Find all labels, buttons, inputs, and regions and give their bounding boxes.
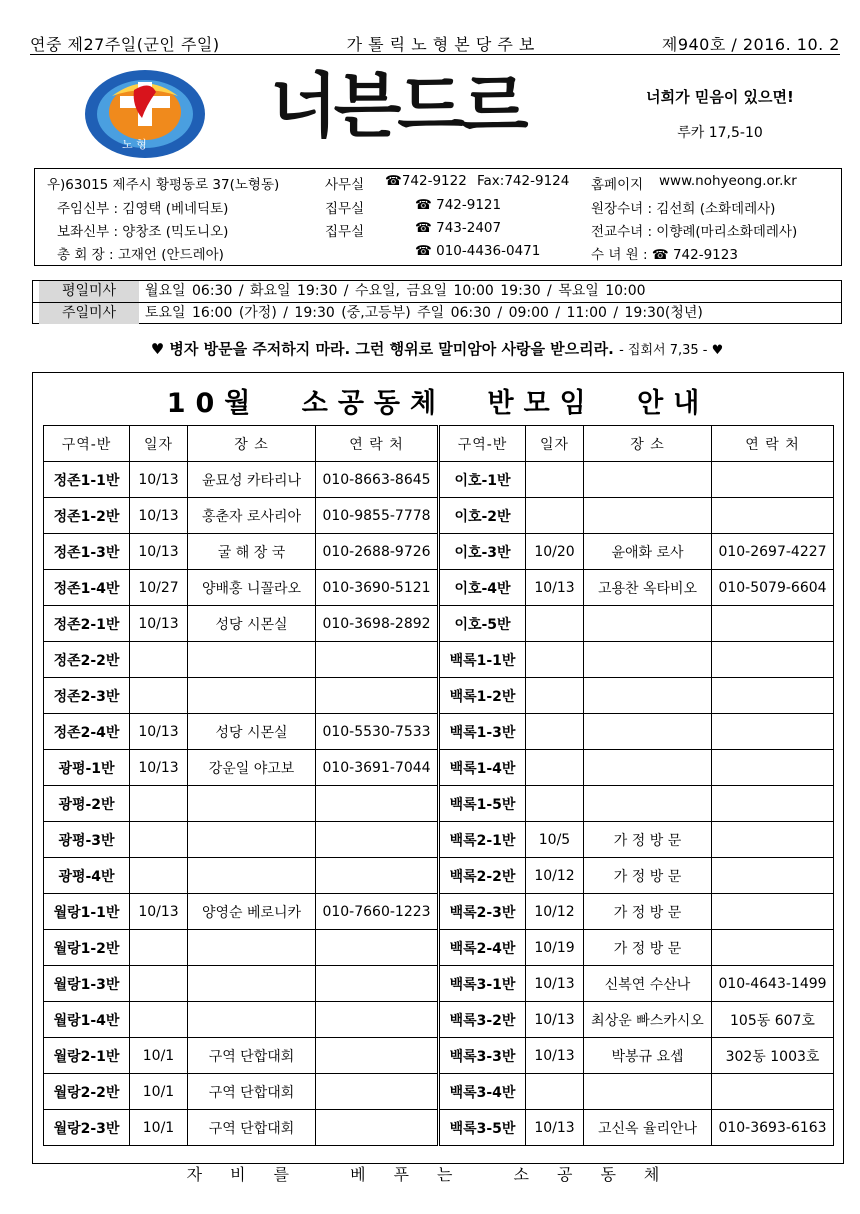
cell-date: 10/27 — [130, 570, 188, 606]
cell-contact — [712, 750, 834, 786]
cell-area: 월랑2-3반 — [44, 1110, 130, 1146]
cell-area: 월랑2-2반 — [44, 1074, 130, 1110]
cell-date — [526, 498, 584, 534]
cell-place — [584, 786, 712, 822]
cell-area: 이호-2반 — [440, 498, 526, 534]
header-divider — [30, 54, 840, 55]
cell-contact — [712, 462, 834, 498]
cell-area: 이호-5반 — [440, 606, 526, 642]
cell-date: 10/12 — [526, 894, 584, 930]
table-row — [44, 894, 438, 930]
cell-date: 10/13 — [130, 498, 188, 534]
cell-date — [130, 642, 188, 678]
cell-area: 광평-4반 — [44, 858, 130, 894]
cell-date — [526, 1074, 584, 1110]
cell-contact — [712, 606, 834, 642]
cell-area: 정존1-3반 — [44, 534, 130, 570]
cell-contact: 010-2688-9726 — [316, 534, 438, 570]
mass-schedule — [32, 280, 842, 324]
cell-area: 월랑1-3반 — [44, 966, 130, 1002]
col-header-place: 장 소 — [188, 426, 316, 462]
cell-date: 10/20 — [526, 534, 584, 570]
cell-date: 10/13 — [130, 714, 188, 750]
cell-place: 양배홍 니꼴라오 — [188, 570, 316, 606]
table-row — [440, 1038, 834, 1074]
table-row — [440, 750, 834, 786]
cell-date — [526, 750, 584, 786]
cell-place — [584, 1074, 712, 1110]
cell-place — [188, 1002, 316, 1038]
issue-number: 제940호 / 2016. 10. 2 — [661, 35, 840, 54]
col-header-contact: 연 락 처 — [712, 426, 834, 462]
table-row — [440, 714, 834, 750]
table-row — [440, 858, 834, 894]
cell-area: 백록3-3반 — [440, 1038, 526, 1074]
cell-place: 윤애화 로사 — [584, 534, 712, 570]
cell-contact — [316, 930, 438, 966]
rectory-label-2: 집무실 — [325, 224, 365, 240]
cell-place: 구역 단합대회 — [188, 1038, 316, 1074]
cell-area: 백록3-4반 — [440, 1074, 526, 1110]
cell-contact: 010-4643-1499 — [712, 966, 834, 1002]
table-row — [440, 642, 834, 678]
col-header-place: 장 소 — [584, 426, 712, 462]
cell-place: 구역 단합대회 — [188, 1110, 316, 1146]
cell-place — [584, 606, 712, 642]
rectory-phone-2: ☎ 743-2407 — [415, 220, 502, 236]
col-header-area: 구역-반 — [44, 426, 130, 462]
cell-place — [188, 930, 316, 966]
cell-place: 윤묘성 카타리나 — [188, 462, 316, 498]
office-phone: ☎742-9122 — [385, 173, 467, 189]
cell-date: 10/13 — [526, 1002, 584, 1038]
cell-place: 홍춘자 로사리아 — [188, 498, 316, 534]
table-row — [440, 786, 834, 822]
cell-date: 10/12 — [526, 858, 584, 894]
svg-text:노 형: 노 형 — [122, 138, 147, 151]
cell-place — [584, 462, 712, 498]
cell-contact: 010-5530-7533 — [316, 714, 438, 750]
cell-area: 백록1-5반 — [440, 786, 526, 822]
cell-date — [130, 930, 188, 966]
quote-source: - 집회서 7,35 - ♥ — [619, 343, 724, 358]
table-row — [440, 1002, 834, 1038]
cell-place — [188, 858, 316, 894]
cell-date — [526, 462, 584, 498]
cell-contact: 010-3693-6163 — [712, 1110, 834, 1146]
cell-place: 구역 단합대회 — [188, 1074, 316, 1110]
office-label: 사무실 — [325, 177, 365, 193]
cell-place — [584, 714, 712, 750]
liturgical-week: 연중 제27주일(군인 주일) — [30, 35, 220, 54]
cell-place: 성당 시몬실 — [188, 714, 316, 750]
assistant-priest: 보좌신부 : 양창조 (믹도니오) — [57, 224, 229, 240]
cell-date — [130, 786, 188, 822]
cell-area: 백록1-4반 — [440, 750, 526, 786]
cell-area: 백록2-1반 — [440, 822, 526, 858]
table-row — [44, 642, 438, 678]
cell-place — [188, 678, 316, 714]
table-row — [440, 570, 834, 606]
cell-area: 정존2-2반 — [44, 642, 130, 678]
table-header-row — [44, 426, 438, 462]
slogan: 너희가 믿음이 있으면! — [646, 88, 794, 106]
cell-contact — [712, 642, 834, 678]
quote-text: ♥ 병자 방문을 주저하지 마라. 그런 행위로 말미암아 사랑을 받으리라. — [150, 340, 614, 358]
cell-contact — [712, 894, 834, 930]
cell-area: 백록1-2반 — [440, 678, 526, 714]
table-row — [44, 966, 438, 1002]
cell-place: 성당 시몬실 — [188, 606, 316, 642]
cell-contact: 010-8663-8645 — [316, 462, 438, 498]
notice-title: 10월 소공동체 반모임 안내 — [166, 388, 710, 419]
cell-date: 10/13 — [130, 606, 188, 642]
cell-area: 정존2-4반 — [44, 714, 130, 750]
cell-area: 이호-1반 — [440, 462, 526, 498]
cell-contact: 302동 1003호 — [712, 1038, 834, 1074]
cell-contact — [316, 822, 438, 858]
cell-contact — [316, 1002, 438, 1038]
table-row — [440, 534, 834, 570]
cell-date: 10/1 — [130, 1038, 188, 1074]
cell-place: 최상운 빠스카시오 — [584, 1002, 712, 1038]
col-header-date: 일자 — [130, 426, 188, 462]
cell-date: 10/13 — [526, 570, 584, 606]
cell-place — [584, 642, 712, 678]
cell-area: 백록1-1반 — [440, 642, 526, 678]
cell-place: 가 정 방 문 — [584, 822, 712, 858]
cell-date — [130, 678, 188, 714]
cell-place: 고용찬 옥타비오 — [584, 570, 712, 606]
table-row — [440, 822, 834, 858]
cell-area: 정존2-3반 — [44, 678, 130, 714]
footer-motto: 자비를 베푸는 소공동체 — [186, 1165, 688, 1184]
cell-date — [130, 966, 188, 1002]
cell-place: 고신옥 율리안나 — [584, 1110, 712, 1146]
cell-date: 10/1 — [130, 1110, 188, 1146]
verse-reference: 루카 17,5-10 — [677, 125, 763, 141]
cell-place: 박봉규 요셉 — [584, 1038, 712, 1074]
cell-place — [188, 786, 316, 822]
table-row — [44, 714, 438, 750]
council-president: 총 회 장 : 고재언 (안드레아) — [57, 247, 224, 263]
cell-place — [584, 498, 712, 534]
cell-place: 양영순 베로니카 — [188, 894, 316, 930]
sunday-mass-label: 주일미사 — [39, 303, 139, 324]
cell-date — [130, 822, 188, 858]
table-row — [44, 462, 438, 498]
cell-contact — [316, 786, 438, 822]
cell-contact: 010-5079-6604 — [712, 570, 834, 606]
cell-place: 신복연 수산나 — [584, 966, 712, 1002]
homepage-link[interactable]: www.nohyeong.or.kr — [659, 173, 797, 189]
cell-date — [526, 678, 584, 714]
cell-date: 10/1 — [130, 1074, 188, 1110]
cell-area: 이호-4반 — [440, 570, 526, 606]
president-phone: ☎ 010-4436-0471 — [415, 243, 541, 259]
cell-area: 월랑1-2반 — [44, 930, 130, 966]
cell-area: 광평-1반 — [44, 750, 130, 786]
cell-area: 정존2-1반 — [44, 606, 130, 642]
cell-place: 가 정 방 문 — [584, 858, 712, 894]
small-community-notice — [32, 372, 844, 1164]
cell-area: 정존1-2반 — [44, 498, 130, 534]
table-row — [440, 930, 834, 966]
cell-contact: 010-7660-1223 — [316, 894, 438, 930]
rectory-label-1: 집무실 — [325, 201, 365, 217]
table-row — [440, 894, 834, 930]
cell-area: 백록3-1반 — [440, 966, 526, 1002]
table-row — [44, 750, 438, 786]
table-row — [440, 966, 834, 1002]
cell-contact — [316, 678, 438, 714]
cell-contact — [712, 858, 834, 894]
cell-date: 10/13 — [526, 966, 584, 1002]
table-row — [44, 498, 438, 534]
table-row — [44, 822, 438, 858]
parish-logo-icon — [82, 66, 208, 162]
cell-place: 가 정 방 문 — [584, 930, 712, 966]
col-header-area: 구역-반 — [440, 426, 526, 462]
cell-area: 정존1-1반 — [44, 462, 130, 498]
fax: Fax:742-9124 — [477, 173, 570, 189]
cell-place — [584, 678, 712, 714]
cell-date — [526, 714, 584, 750]
masthead-title: 너븐드르 — [270, 65, 525, 147]
bulletin-header — [30, 32, 840, 55]
cell-contact — [712, 714, 834, 750]
cell-contact: 010-3698-2892 — [316, 606, 438, 642]
cell-date: 10/13 — [130, 462, 188, 498]
right-schedule-table — [439, 425, 834, 1146]
cell-date — [526, 786, 584, 822]
rectory-phone-1: ☎ 742-9121 — [415, 197, 502, 213]
address: 우)63015 제주시 황평동로 37(노형동) — [47, 177, 280, 193]
cell-place — [584, 750, 712, 786]
cell-area: 월랑1-4반 — [44, 1002, 130, 1038]
cell-contact — [712, 498, 834, 534]
weekday-mass-times: 월요일 06:30 / 화요일 19:30 / 수요일, 금요일 10:00 19:30 / 목요일 10:00 — [145, 283, 646, 299]
homepage-label: 홈페이지 — [591, 177, 644, 193]
table-row — [44, 606, 438, 642]
missionary-nun: 전교수녀 : 이향례(마리소화데레사) — [591, 224, 798, 240]
cell-date: 10/13 — [130, 534, 188, 570]
cell-area: 백록3-5반 — [440, 1110, 526, 1146]
table-row — [440, 1110, 834, 1146]
cell-area: 백록2-4반 — [440, 930, 526, 966]
table-row — [44, 1038, 438, 1074]
table-row — [44, 858, 438, 894]
cell-date: 10/13 — [526, 1038, 584, 1074]
scripture-quote — [32, 338, 842, 359]
cell-contact — [712, 930, 834, 966]
table-row — [440, 606, 834, 642]
cell-date — [526, 606, 584, 642]
cell-place — [188, 822, 316, 858]
cell-contact — [316, 858, 438, 894]
col-header-date: 일자 — [526, 426, 584, 462]
cell-area: 월랑1-1반 — [44, 894, 130, 930]
table-row — [44, 1074, 438, 1110]
table-row — [44, 786, 438, 822]
table-row — [44, 534, 438, 570]
table-row — [44, 678, 438, 714]
table-row — [44, 1110, 438, 1146]
cell-area: 백록3-2반 — [440, 1002, 526, 1038]
convent-phone: 수 녀 원 : ☎ 742-9123 — [591, 247, 738, 263]
cell-place: 굴 해 장 국 — [188, 534, 316, 570]
cell-contact — [316, 966, 438, 1002]
cell-date — [130, 858, 188, 894]
cell-contact: 010-3691-7044 — [316, 750, 438, 786]
cell-contact — [712, 786, 834, 822]
table-row — [440, 462, 834, 498]
publication-name: 가 톨 릭 노 형 본 당 주 보 — [346, 35, 535, 54]
parish-info-box — [34, 168, 842, 266]
cell-contact — [712, 822, 834, 858]
cell-place — [188, 642, 316, 678]
cell-contact — [316, 1074, 438, 1110]
cell-date: 10/19 — [526, 930, 584, 966]
cell-area: 월랑2-1반 — [44, 1038, 130, 1074]
cell-date — [526, 642, 584, 678]
cell-date: 10/5 — [526, 822, 584, 858]
table-row — [440, 498, 834, 534]
cell-area: 광평-2반 — [44, 786, 130, 822]
cell-place: 강운일 야고보 — [188, 750, 316, 786]
cell-date — [130, 1002, 188, 1038]
table-row — [44, 1002, 438, 1038]
cell-contact: 010-3690-5121 — [316, 570, 438, 606]
cell-area: 백록1-3반 — [440, 714, 526, 750]
cell-contact: 105동 607호 — [712, 1002, 834, 1038]
cell-place — [188, 966, 316, 1002]
cell-contact — [316, 642, 438, 678]
superior-nun: 원장수녀 : 김선희 (소화데레사) — [591, 201, 776, 217]
cell-area: 백록2-2반 — [440, 858, 526, 894]
cell-contact — [316, 1038, 438, 1074]
cell-contact: 010-2697-4227 — [712, 534, 834, 570]
pastor: 주임신부 : 김영택 (베네딕토) — [57, 201, 229, 217]
cell-contact: 010-9855-7778 — [316, 498, 438, 534]
table-row — [44, 930, 438, 966]
table-header-row — [440, 426, 834, 462]
cell-contact — [316, 1110, 438, 1146]
cell-area: 광평-3반 — [44, 822, 130, 858]
cell-date: 10/13 — [130, 750, 188, 786]
cell-contact — [712, 678, 834, 714]
table-row — [440, 678, 834, 714]
cell-contact — [712, 1074, 834, 1110]
cell-area: 백록2-3반 — [440, 894, 526, 930]
cell-area: 이호-3반 — [440, 534, 526, 570]
weekday-mass-label: 평일미사 — [39, 281, 139, 302]
col-header-contact: 연 락 처 — [316, 426, 438, 462]
table-row — [44, 570, 438, 606]
sunday-mass-times: 토요일 16:00 (가정) / 19:30 (중,고등부) 주일 06:30 / 09:00 / 11:00 / 19:30(청년) — [145, 305, 703, 321]
cell-date: 10/13 — [526, 1110, 584, 1146]
cell-date: 10/13 — [130, 894, 188, 930]
table-row — [440, 1074, 834, 1110]
left-schedule-table — [43, 425, 438, 1146]
cell-area: 정존1-4반 — [44, 570, 130, 606]
cell-place: 가 정 방 문 — [584, 894, 712, 930]
